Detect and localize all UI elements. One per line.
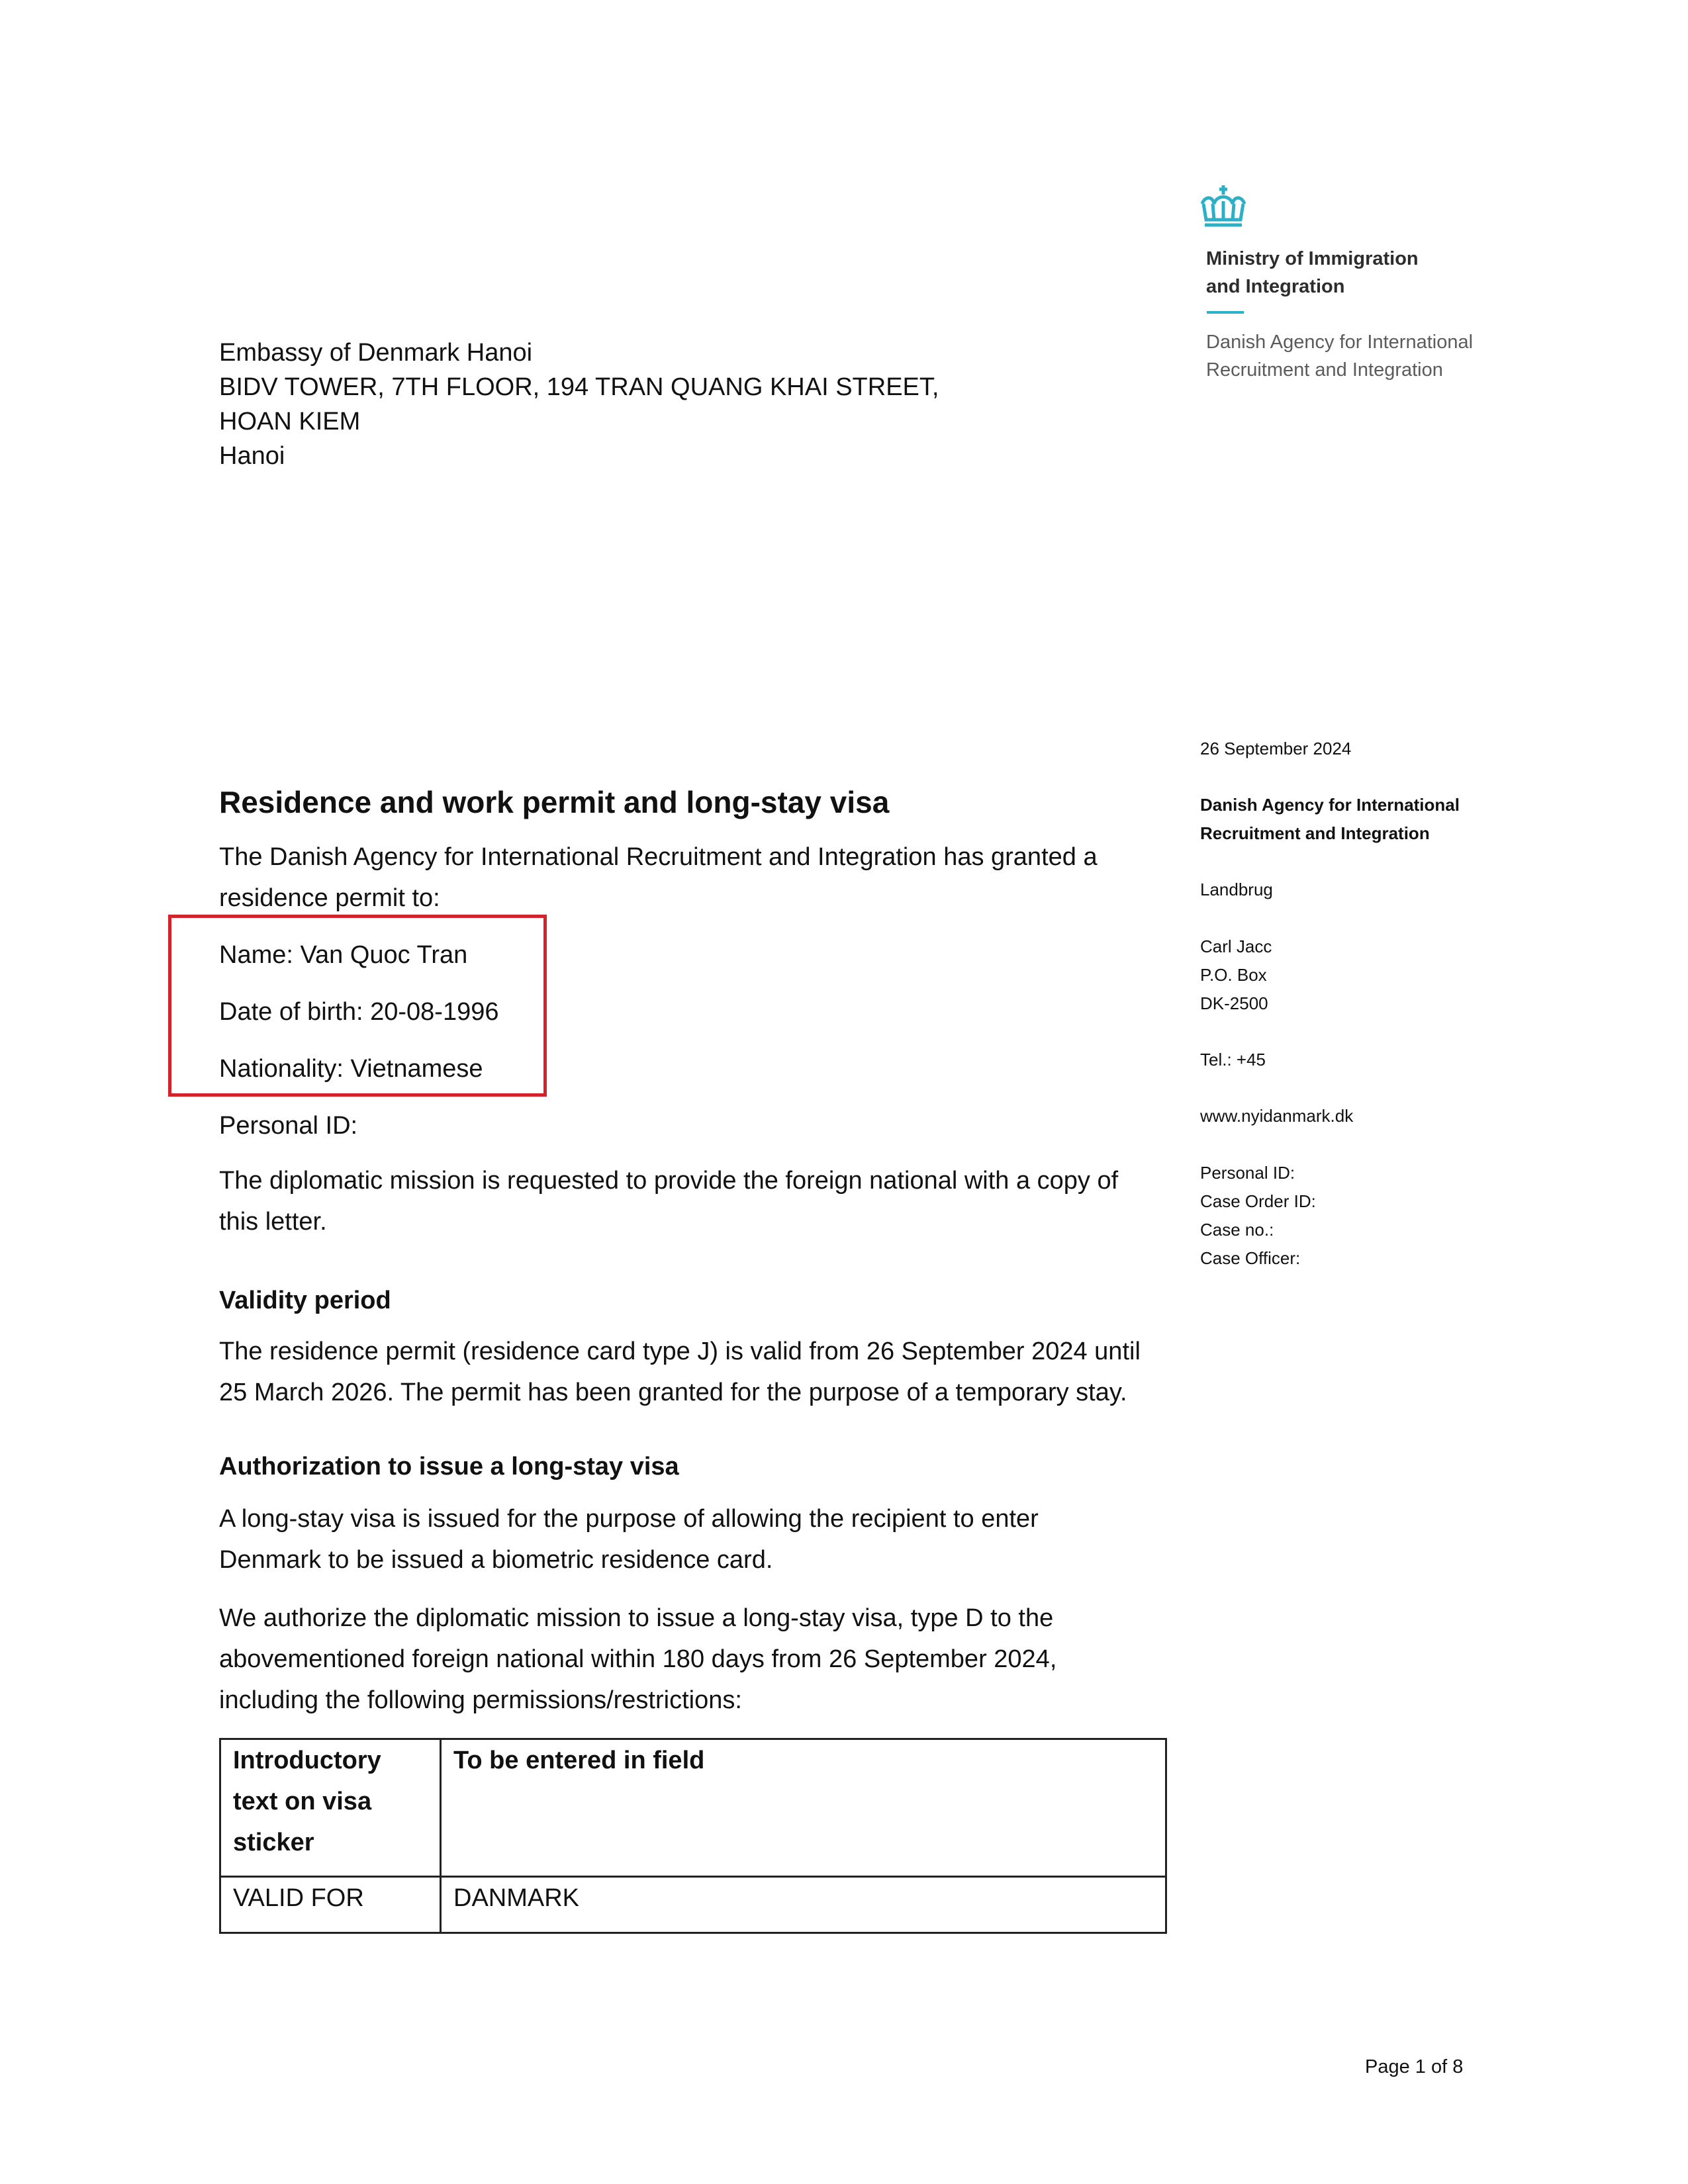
sidebar-case-info [1200,1159,1316,1273]
header-col1-line-2: text on visa [233,1788,372,1815]
header-field-value: To be entered in field [441,1739,1166,1877]
letter-date: 26 September 2024 [1200,739,1352,758]
sidebar-address-line-1: Carl Jacc [1200,936,1272,956]
validity-line-2: 25 March 2026. The permit has been granted for the purpose of a temporary stay. [219,1379,1127,1406]
agency-line-1: Danish Agency for International [1206,332,1474,353]
row-value: DANMARK [441,1877,1166,1933]
intro-line-1: The Danish Agency for International Recruitment and Integration has granted a [219,843,1098,871]
validity-heading: Validity period [219,1287,391,1314]
sidebar-agency [1200,791,1544,848]
header-col1-line-3: sticker [233,1829,314,1856]
holder-personal-id: Personal ID: [219,1112,358,1140]
sidebar-website: www.nyidanmark.dk [1200,1106,1354,1126]
sidebar-address [1200,933,1280,1018]
intro-line-2: residence permit to: [219,884,440,912]
address-line-4: Hanoi [219,442,285,470]
sidebar-telephone: Tel.: +45 [1200,1050,1266,1069]
intro-paragraph [219,837,1166,919]
authorization-1-line-2: Denmark to be issued a biometric residence card. [219,1546,773,1574]
table-row [220,1877,1166,1933]
ministry-line-2: and Integration [1206,276,1345,297]
sidebar-case-no: Case no.: [1200,1220,1274,1240]
holder-name: Name: Van Quoc Tran [219,941,468,969]
sidebar-agency-line-2: Recruitment and Integration [1200,823,1430,843]
sidebar-department: Landbrug [1200,880,1273,899]
diplomatic-request-paragraph [219,1160,1166,1242]
ministry-name [1206,245,1550,300]
diplomatic-line-1: The diplomatic mission is requested to provide the foreign national with a copy of [219,1167,1119,1195]
header-introductory-text [220,1739,441,1877]
address-line-3: HOAN KIEM [219,408,361,435]
visa-sticker-table [219,1738,1167,1934]
agency-line-2: Recruitment and Integration [1206,359,1443,381]
authorization-2-line-1: We authorize the diplomatic mission to issue a long-stay visa, type D to the [219,1604,1054,1632]
page-number: Page 1 of 8 [1365,2056,1464,2077]
sidebar-agency-line-1: Danish Agency for International [1200,795,1460,815]
diplomatic-line-2: this letter. [219,1208,327,1236]
validity-line-1: The residence permit (residence card type J) is valid from 26 September 2024 until [219,1338,1141,1365]
ministry-line-1: Ministry of Immigration [1206,248,1419,269]
authorization-paragraph-1 [219,1498,1166,1580]
recipient-address [219,336,1080,473]
sidebar-address-line-2: P.O. Box [1200,965,1267,985]
validity-paragraph [219,1331,1166,1413]
authorization-2-line-2: abovementioned foreign national within 180 days from 26 September 2024, [219,1645,1057,1673]
address-line-1: Embassy of Denmark Hanoi [219,339,533,367]
authorization-paragraph-2 [219,1598,1166,1721]
authorization-heading: Authorization to issue a long-stay visa [219,1453,679,1480]
sidebar-case-order-id: Case Order ID: [1200,1191,1316,1211]
sidebar-address-line-3: DK-2500 [1200,993,1268,1013]
sidebar-personal-id: Personal ID: [1200,1163,1295,1183]
sidebar-case-officer: Case Officer: [1200,1248,1301,1268]
authorization-1-line-1: A long-stay visa is issued for the purpose of allowing the recipient to enter [219,1505,1039,1533]
letter-title: Residence and work permit and long-stay visa [219,785,890,819]
header-col1-line-1: Introductory [233,1747,381,1774]
authorization-2-line-3: including the following permissions/restrictions: [219,1686,742,1714]
crown-icon [1197,184,1250,229]
address-line-2: BIDV TOWER, 7TH FLOOR, 194 TRAN QUANG KHAI STREET, [219,373,939,401]
agency-name [1206,328,1577,384]
holder-date-of-birth: Date of birth: 20-08-1996 [219,998,499,1026]
holder-nationality: Nationality: Vietnamese [219,1055,483,1083]
logo-divider [1207,311,1244,314]
table-header-row [220,1739,1166,1877]
row-label: VALID FOR [220,1877,441,1933]
